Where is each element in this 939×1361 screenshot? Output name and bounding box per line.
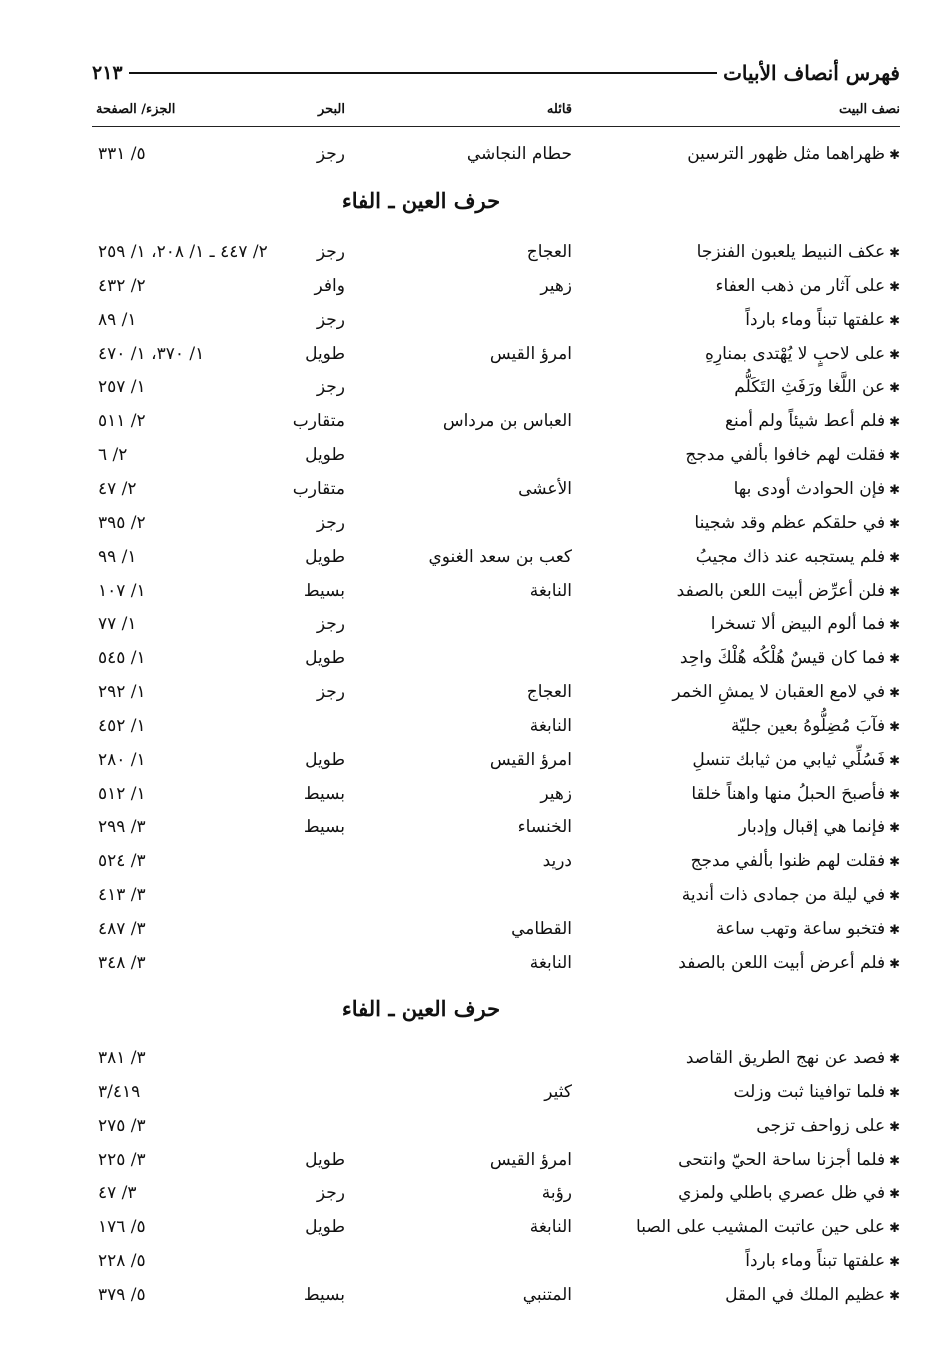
verse-cell: ✱علفتها تبناً وماء بارداً xyxy=(745,309,900,330)
asterisk-icon: ✱ xyxy=(889,584,900,600)
verse-cell: ✱فما ألوم البيض ألا تسخرا xyxy=(710,614,900,635)
table-row xyxy=(92,913,900,945)
meter-cell: متقارب xyxy=(292,478,345,499)
table-row xyxy=(92,1042,900,1074)
table-row xyxy=(92,710,900,742)
poet-cell: العجاج xyxy=(526,242,572,262)
asterisk-icon: ✱ xyxy=(889,516,900,532)
verse-cell: ✱فلم أعط شيئاً ولم أمنع xyxy=(725,411,900,432)
poet-cell: الأعشى xyxy=(518,478,572,499)
ref-cell: ١/ ٥١٢ xyxy=(98,783,146,804)
table-row xyxy=(92,778,900,810)
poet-cell: النابغة xyxy=(529,952,572,973)
ref-cell: ٢/ ٦ xyxy=(98,445,128,466)
table-row xyxy=(92,1144,900,1176)
meter-cell: بسيط xyxy=(303,1284,345,1305)
verse-cell: ✱فأصبحَ الحبلُ منها واهناً خلقا xyxy=(691,783,900,804)
table-row xyxy=(92,744,900,776)
meter-cell: طويل xyxy=(305,546,345,567)
table-row xyxy=(92,811,900,843)
asterisk-icon: ✱ xyxy=(889,889,900,905)
table-row xyxy=(92,879,900,911)
poet-cell: العباس بن مرداس xyxy=(442,411,572,432)
section-title: حرف العين ـ الفاء xyxy=(341,188,501,213)
table-row xyxy=(92,236,900,268)
asterisk-icon: ✱ xyxy=(889,1288,900,1304)
asterisk-icon: ✱ xyxy=(889,347,900,363)
ref-cell: ٣/ ٣٨١ xyxy=(98,1048,146,1068)
table-row xyxy=(92,541,900,573)
ref-cell: ١/ ٢٩٢ xyxy=(98,682,146,703)
verse-cell: ✱في حلقكم عظم وقد شجينا xyxy=(694,512,900,533)
table-row xyxy=(92,1076,900,1108)
ref-cell: ٣/ ٣٤٨ xyxy=(98,952,146,973)
asterisk-icon: ✱ xyxy=(889,618,900,634)
asterisk-icon: ✱ xyxy=(889,148,900,163)
ref-cell: ٥/ ٣٧٩ xyxy=(98,1284,146,1305)
ref-cell: ١/ ١٠٧ xyxy=(98,580,146,601)
ref-cell: ١/ ٢٥٧ xyxy=(98,377,146,398)
col-header-poet: قائله xyxy=(546,102,572,117)
verse-cell: ✱على زواحف تزجى xyxy=(756,1115,900,1136)
asterisk-icon: ✱ xyxy=(889,787,900,803)
poet-cell: النابغة xyxy=(529,715,572,736)
col-header-meter: البحر xyxy=(317,102,345,117)
poet-cell: امرؤ القيس xyxy=(489,343,572,364)
verse-cell: ✱فتخبو ساعة وتهب ساعة xyxy=(715,919,900,939)
table-row xyxy=(92,1279,900,1311)
ref-cell: ٥/ ٣٣١ xyxy=(98,144,146,164)
poet-cell: النابغة xyxy=(529,1217,572,1238)
meter-cell: رجز xyxy=(316,614,345,635)
meter-cell: رجز xyxy=(316,377,345,398)
table-row xyxy=(92,405,900,437)
table-row xyxy=(92,608,900,640)
verse-cell: ✱فَسُلِّي ثيابي من ثيابك تنسلِ xyxy=(692,749,900,770)
asterisk-icon: ✱ xyxy=(889,1187,900,1203)
ref-cell: ١/ ٤٥٢ xyxy=(98,715,146,736)
poet-cell: رؤبة xyxy=(541,1183,572,1204)
ref-cell: ٥/ ١٧٦ xyxy=(98,1217,146,1238)
asterisk-icon: ✱ xyxy=(889,1255,900,1271)
asterisk-icon: ✱ xyxy=(889,415,900,431)
meter-cell: وافر xyxy=(314,275,345,296)
meter-cell: طويل xyxy=(305,445,345,466)
verse-cell: ✱فلما أجزنا ساحة الحيّ وانتحى xyxy=(678,1149,900,1170)
poet-cell: زهير xyxy=(540,783,572,804)
table-row xyxy=(92,371,900,403)
table-row xyxy=(92,676,900,708)
table-row xyxy=(92,338,900,370)
table-row xyxy=(92,507,900,539)
page-number: ٢١٣ xyxy=(92,62,123,84)
running-head xyxy=(92,58,900,88)
table-row xyxy=(92,947,900,979)
asterisk-icon: ✱ xyxy=(889,956,900,972)
meter-cell: طويل xyxy=(305,648,345,669)
ref-cell: ٣/ ٥٢٤ xyxy=(98,851,146,872)
meter-cell: رجز xyxy=(316,512,345,533)
verse-cell: ✱ظهراهما مثل ظهور الترسين xyxy=(687,144,900,164)
ref-cell: ٥/ ٢٢٨ xyxy=(98,1251,146,1272)
asterisk-icon: ✱ xyxy=(889,652,900,668)
poet-cell: العجاج xyxy=(526,682,572,703)
col-header-ref: الجزء/ الصفحة xyxy=(96,102,176,117)
verse-cell: ✱في ظل عصري باطلي ولمزي xyxy=(678,1183,900,1204)
poet-cell: حطام النجاشي xyxy=(466,144,572,164)
ref-cell: ١/ ٨٩ xyxy=(98,309,137,330)
ref-cell: ٣/ ٢٢٥ xyxy=(98,1149,146,1170)
ref-cell: ٣/ ٢٧٥ xyxy=(98,1115,146,1136)
asterisk-icon: ✱ xyxy=(889,279,900,295)
meter-cell: رجز xyxy=(316,144,345,164)
table-row xyxy=(92,575,900,607)
meter-cell: طويل xyxy=(305,749,345,770)
verse-cell: ✱في لامع العقبان لا يمشِ الخمر xyxy=(672,682,900,703)
verse-cell: ✱على حين عاتبت المشيب على الصبا xyxy=(636,1217,900,1238)
ref-cell: ١/ ٥٤٥ xyxy=(98,648,146,669)
table-row xyxy=(92,439,900,471)
asterisk-icon: ✱ xyxy=(889,719,900,735)
verse-cell: ✱فلم أعرض أبيت اللعن بالصفد xyxy=(678,952,900,973)
poet-cell: المتنبي xyxy=(522,1284,572,1305)
ref-cell: ٣/ ٤٧ xyxy=(98,1183,137,1204)
verse-cell: ✱فلم يستجبه عند ذاك مجيبُ xyxy=(695,546,900,567)
poet-cell: الخنساء xyxy=(517,817,572,838)
asterisk-icon: ✱ xyxy=(889,1119,900,1135)
verse-cell: ✱على لاحبٍ لا يُهْتدى بمنارِهِ xyxy=(705,343,900,364)
poet-cell: دريد xyxy=(542,851,572,872)
verse-cell: ✱فآبَ مُضِلُّوهُ بعين جليّة xyxy=(731,715,900,736)
verse-cell: ✱عظيم الملك في المقل xyxy=(725,1284,900,1305)
table-row xyxy=(92,1110,900,1142)
verse-cell: ✱في ليلة من جمادى ذات أندية xyxy=(681,885,900,906)
column-headers xyxy=(92,102,900,127)
col-header-verse: نصف البيت xyxy=(838,102,900,117)
asterisk-icon: ✱ xyxy=(889,821,900,837)
table-row xyxy=(92,845,900,877)
asterisk-icon: ✱ xyxy=(889,686,900,702)
meter-cell: رجز xyxy=(316,309,345,330)
table-row xyxy=(92,138,900,170)
meter-cell: رجز xyxy=(316,682,345,703)
header-rule xyxy=(129,72,717,74)
asterisk-icon: ✱ xyxy=(889,753,900,769)
verse-cell: ✱فإن الحوادث أودى بها xyxy=(733,478,900,499)
asterisk-icon: ✱ xyxy=(889,381,900,397)
meter-cell: متقارب xyxy=(292,411,345,432)
poet-cell: القطامي xyxy=(511,919,572,939)
verse-cell: ✱عن اللَّغا ورَفَثِ التَكَلُّم xyxy=(734,377,900,398)
verse-cell: ✱علفتها تبناً وماء بارداً xyxy=(745,1251,900,1272)
asterisk-icon: ✱ xyxy=(889,246,900,261)
table-row xyxy=(92,473,900,505)
asterisk-icon: ✱ xyxy=(889,1221,900,1237)
meter-cell: رجز xyxy=(316,1183,345,1204)
meter-cell: طويل xyxy=(305,1149,345,1170)
ref-cell: ٣/٤١٩ xyxy=(98,1081,141,1102)
asterisk-icon: ✱ xyxy=(889,313,900,329)
poet-cell: كثير xyxy=(544,1081,572,1102)
ref-cell: ٢/ ٣٩٥ xyxy=(98,512,146,533)
ref-cell: ٢/ ٤٣٢ xyxy=(98,275,146,296)
ref-cell: ١/ ٧٧ xyxy=(98,614,137,635)
table-row xyxy=(92,1211,900,1243)
verse-cell: ✱على آثار من ذهب العفاء xyxy=(715,275,900,296)
ref-cell: ١/ ٢٨٠ xyxy=(98,749,146,770)
meter-cell: بسيط xyxy=(303,817,345,838)
ref-cell: ٣/ ٤٨٧ xyxy=(98,919,146,939)
poet-cell: امرؤ القيس xyxy=(489,749,572,770)
poet-cell: كعب بن سعد الغنوي xyxy=(428,546,572,567)
poet-cell: زهير xyxy=(540,275,572,296)
meter-cell: طويل xyxy=(305,1217,345,1238)
ref-cell: ٣/ ٤١٣ xyxy=(98,885,146,906)
asterisk-icon: ✱ xyxy=(889,1153,900,1169)
ref-cell: ٢/ ٥١١ xyxy=(98,411,146,432)
verse-cell: ✱فقلت لهم خافوا بألفي مدجج xyxy=(685,445,900,466)
poet-cell: النابغة xyxy=(529,580,572,601)
ref-cell: ١/ ٣٧٠، ١/ ٤٧٠ xyxy=(98,343,205,364)
verse-cell: ✱فإنما هي إقبال وإدبار xyxy=(738,817,900,838)
verse-cell: ✱فما كان قيسٌ هُلْكُه هُلْكَ واحِد xyxy=(679,648,900,669)
asterisk-icon: ✱ xyxy=(889,482,900,498)
ref-cell: ٢/ ٤٧ xyxy=(98,478,137,499)
meter-cell: بسيط xyxy=(303,783,345,804)
ref-cell: ٢/ ٤٤٧ ـ ١/ ٢٠٨، ١/ ٢٥٩ xyxy=(98,242,268,262)
asterisk-icon: ✱ xyxy=(889,923,900,938)
asterisk-icon: ✱ xyxy=(889,1085,900,1101)
table-row xyxy=(92,304,900,336)
meter-cell: رجز xyxy=(316,242,345,262)
table-row xyxy=(92,1245,900,1277)
page-title: فهرس أنصاف الأبيات xyxy=(723,61,900,85)
verse-cell: ✱فقلت لهم ظنوا بألفي مدجج xyxy=(690,851,900,872)
table-row xyxy=(92,1177,900,1209)
verse-cell: ✱فلن أعرِّض أبيت اللعن بالصفد xyxy=(676,580,900,601)
verse-cell: ✱فلما توافينا ثبت وزلت xyxy=(733,1081,900,1102)
section-title: حرف العين ـ الفاء xyxy=(341,996,501,1021)
asterisk-icon: ✱ xyxy=(889,550,900,566)
asterisk-icon: ✱ xyxy=(889,449,900,465)
meter-cell: بسيط xyxy=(303,580,345,601)
asterisk-icon: ✱ xyxy=(889,1052,900,1067)
verse-cell: ✱عكف النبيط يلعبون الفنزجا xyxy=(696,242,900,262)
meter-cell: طويل xyxy=(305,343,345,364)
verse-cell: ✱فصد عن نهج الطريق القاصد xyxy=(685,1048,900,1068)
poet-cell: امرؤ القيس xyxy=(489,1149,572,1170)
ref-cell: ١/ ٩٩ xyxy=(98,546,137,567)
table-row xyxy=(92,642,900,674)
ref-cell: ٣/ ٢٩٩ xyxy=(98,817,146,838)
asterisk-icon: ✱ xyxy=(889,855,900,871)
table-row xyxy=(92,270,900,302)
